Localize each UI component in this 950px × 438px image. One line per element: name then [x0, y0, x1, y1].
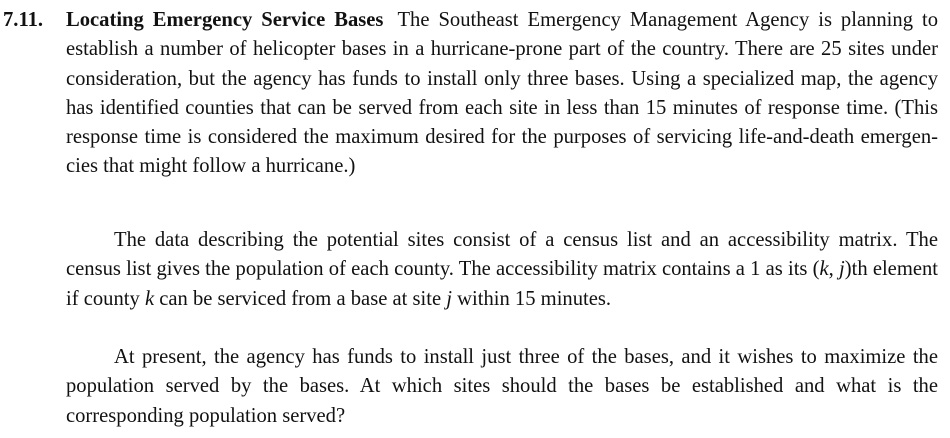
problem-intro-paragraph — [66, 6, 938, 182]
question-paragraph: At present, the agency has funds to install just three of the bases, and it wishes to maximize the population served by the bases. At which sites should the bases be established and what is the corresponding population served? — [66, 346, 938, 427]
data-description-paragraph — [66, 226, 938, 314]
data-description-text-1: The data describing the potential sites consist of a census list and an accessibility matrix. The census list gives the population of each county. The accessibility matrix contains a 1 as its ( — [66, 229, 938, 281]
data-description-text-4: within 15 minutes. — [452, 287, 612, 310]
comma-separator: , — [828, 258, 839, 281]
data-description-text-3: can be serviced from a base at site — [154, 287, 447, 310]
variable-k-county: k — [144, 287, 155, 310]
problem-intro-text: The Southeast Emergency Management Agency is planning to establish a number of helicopter bases in a hurricane-prone part of the country. There are 25 sites under consideration, but the agency has funds to install only three bases. Using a specialized map, the agency has identified counties that can be served from each site in less than 15 minutes of response time. (This response time is considered the maximum desired for the purposes of servicing life-and-death emergencies that might follow a hurricane.) — [66, 9, 938, 178]
problem-title: Locating Emergency Service Bases — [66, 9, 384, 31]
data-description-text-2: )th element if county — [66, 258, 938, 310]
variable-j-site: j — [446, 287, 452, 310]
variable-j: j — [839, 258, 845, 281]
variable-k: k — [819, 258, 829, 281]
problem-number: 7.11. — [3, 9, 44, 31]
